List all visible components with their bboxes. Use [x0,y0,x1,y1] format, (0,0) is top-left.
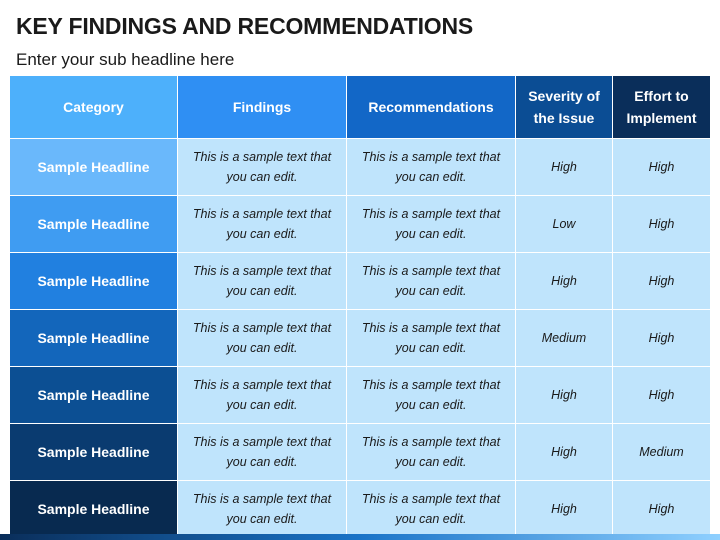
row-recommendations: This is a sample text that you can edit. [347,481,516,538]
row-category: Sample Headline [10,367,178,424]
row-category: Sample Headline [10,310,178,367]
table-row [10,253,711,310]
slide-subtitle: Enter your sub headline here [16,50,235,69]
row-category: Sample Headline [10,139,178,196]
row-recommendations: This is a sample text that you can edit. [347,139,516,196]
row-severity: High [516,253,613,310]
row-recommendations: This is a sample text that you can edit. [347,367,516,424]
findings-table [9,75,711,538]
row-effort: High [613,139,711,196]
table-header-row [10,76,711,139]
row-category: Sample Headline [10,253,178,310]
row-severity: High [516,139,613,196]
row-severity: Medium [516,310,613,367]
row-effort: High [613,196,711,253]
table-row [10,310,711,367]
row-findings: This is a sample text that you can edit. [178,367,347,424]
row-effort: High [613,481,711,538]
header-recommendations: Recommendations [347,76,516,139]
table-row [10,139,711,196]
row-findings: This is a sample text that you can edit. [178,196,347,253]
bottom-accent-bar [0,534,720,540]
row-findings: This is a sample text that you can edit. [178,424,347,481]
table-row [10,196,711,253]
row-recommendations: This is a sample text that you can edit. [347,424,516,481]
row-category: Sample Headline [10,481,178,538]
row-findings: This is a sample text that you can edit. [178,481,347,538]
row-severity: Low [516,196,613,253]
table-row [10,424,711,481]
row-findings: This is a sample text that you can edit. [178,139,347,196]
row-severity: High [516,424,613,481]
row-recommendations: This is a sample text that you can edit. [347,310,516,367]
header-severity: Severity of the Issue [516,76,613,139]
row-category: Sample Headline [10,196,178,253]
row-findings: This is a sample text that you can edit. [178,310,347,367]
row-effort: High [613,367,711,424]
table-row [10,481,711,538]
row-effort: High [613,253,711,310]
row-effort: High [613,310,711,367]
header-findings: Findings [178,76,347,139]
row-severity: High [516,481,613,538]
row-findings: This is a sample text that you can edit. [178,253,347,310]
row-effort: Medium [613,424,711,481]
row-recommendations: This is a sample text that you can edit. [347,253,516,310]
header-effort: Effort to Implement [613,76,711,139]
row-recommendations: This is a sample text that you can edit. [347,196,516,253]
row-severity: High [516,367,613,424]
header-category: Category [10,76,178,139]
table-row [10,367,711,424]
slide-title: KEY FINDINGS AND RECOMMENDATIONS [16,13,474,39]
row-category: Sample Headline [10,424,178,481]
